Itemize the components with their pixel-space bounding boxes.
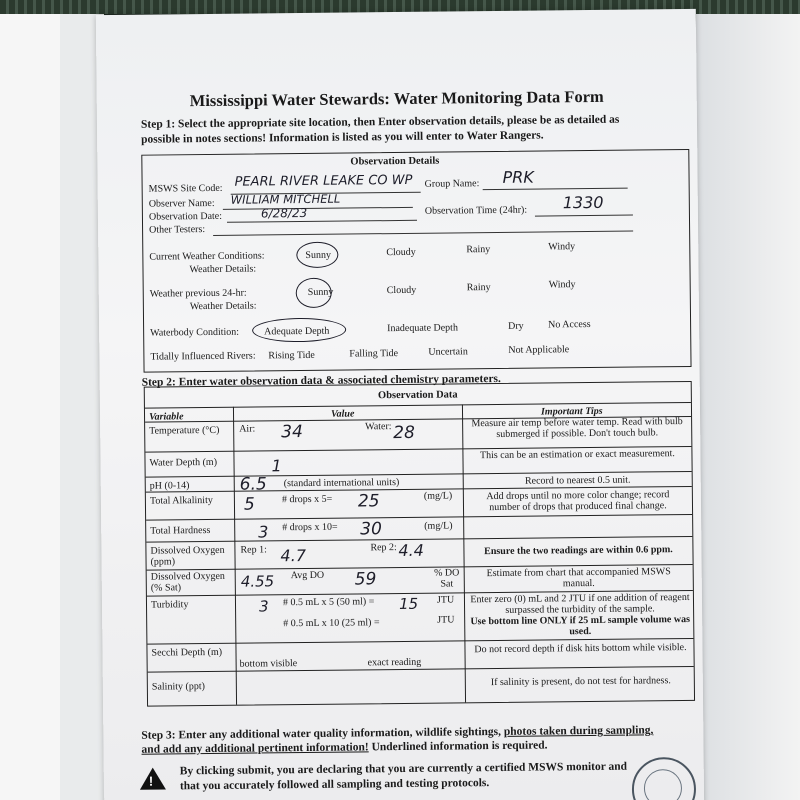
dosat-label: Dissolved Oxygen (% Sat)	[150, 570, 225, 594]
water-value: 28	[393, 422, 415, 444]
tidal-uncertain[interactable]: Uncertain	[428, 346, 468, 358]
hard-label: Total Hardness	[150, 524, 211, 537]
salinity-tip: If salinity is present, do not test for hardness.	[490, 675, 671, 689]
weather-rainy[interactable]: Rainy	[466, 244, 491, 256]
data-form-paper	[96, 9, 704, 800]
col-tips: Important Tips	[540, 405, 603, 418]
rep2-value: 4.4	[398, 540, 425, 561]
mississippi-water-stewards-seal-icon	[632, 757, 697, 800]
group-name-line	[483, 188, 628, 191]
waterbody-no-access[interactable]: No Access	[548, 318, 591, 331]
temp-label: Temperature (°C)	[149, 424, 220, 437]
turb-unit2: JTU	[437, 614, 455, 626]
turb-tip: Enter zero (0) mL and 2 JTU if one addition of reagent surpassed the turbidity of the sample.	[470, 591, 690, 616]
alk-result: 25	[357, 491, 380, 512]
depth-value: 1	[271, 456, 282, 476]
waterbody-adequate-circle	[252, 318, 346, 343]
alk-drops: 5	[243, 494, 255, 515]
step3-underlined: photos taken during sampling, and add any additional pertinent information!	[141, 724, 654, 756]
waterbody-dry[interactable]: Dry	[508, 320, 524, 332]
time-value: 1330	[562, 192, 604, 213]
alk-mult: # drops x 5=	[281, 493, 333, 506]
testers-label: Other Testers:	[149, 224, 206, 236]
do-label: Dissolved Oxygen (ppm)	[150, 544, 225, 568]
tidal-falling[interactable]: Falling Tide	[349, 348, 399, 360]
prev-weather-sunny[interactable]: Sunny	[307, 286, 334, 298]
salinity-label: Salinity (ppt)	[151, 681, 205, 693]
ph-tip: Record to nearest 0.5 unit.	[524, 474, 631, 487]
prev-weather-cloudy[interactable]: Cloudy	[386, 284, 417, 297]
time-label: Observation Time (24hr):	[424, 204, 528, 217]
col-value: Value	[330, 408, 355, 420]
prev-weather-windy[interactable]: Windy	[548, 279, 576, 291]
secchi-exact-reading: exact reading	[367, 656, 422, 669]
depth-tip: This can be an estimation or exact measurement.	[479, 448, 675, 462]
testers-line	[213, 231, 633, 236]
ph-units: (standard international units)	[283, 477, 400, 490]
step3-text-a: Step 3: Enter any additional water quality information, wildlife sightings,	[141, 725, 504, 742]
time-line	[535, 215, 633, 217]
waterbody-inadequate[interactable]: Inadequate Depth	[387, 322, 458, 335]
group-name-label: Group Name:	[424, 178, 480, 190]
temp-tip: Measure air temp before water temp. Read with bulb submerged if possible. Don't touch bulb.	[471, 416, 683, 440]
dosat-tip: Estimate from chart that accompanied MSWS manual.	[486, 566, 671, 590]
weather-sunny[interactable]: Sunny	[305, 249, 331, 261]
dosat-unit: % DO Sat	[433, 567, 460, 590]
secchi-label: Secchi Depth (m)	[151, 646, 223, 659]
tidal-label: Tidally Influenced Rivers:	[150, 350, 256, 363]
air-value: 34	[281, 422, 303, 443]
observer-value: WILLIAM MITCHELL	[230, 191, 341, 207]
site-code-label: MSWS Site Code:	[148, 182, 223, 195]
do-tip: Ensure the two readings are within 0.6 ppm.	[484, 544, 673, 558]
dosat-avg-value: 4.55	[240, 572, 275, 591]
alk-unit: (mg/L)	[423, 490, 453, 502]
col-variable: Variable	[148, 411, 184, 423]
declaration-text: By clicking submit, you are declaring that you are currently a certified MSWS monitor and that you accurately followed all sampling and testing protocols.	[179, 760, 628, 793]
step3-text-b: Underlined information is required.	[368, 739, 548, 754]
weather-label: Current Weather Conditions:	[149, 250, 265, 263]
turb-unit1: JTU	[436, 594, 455, 606]
rep1-value: 4.7	[280, 545, 307, 566]
turb-line2: # 0.5 mL x 10 (25 ml) =	[283, 617, 380, 630]
date-line	[227, 220, 417, 223]
waterbody-label: Waterbody Condition:	[150, 326, 240, 339]
ph-label: pH (0-14)	[149, 480, 190, 492]
step3-instructions	[141, 723, 666, 756]
observer-line	[223, 207, 413, 210]
prev-weather-details-label: Weather Details:	[189, 300, 257, 313]
turb-value1: 15	[398, 594, 419, 614]
observation-details-heading: Observation Details	[350, 155, 440, 168]
weather-cloudy[interactable]: Cloudy	[386, 246, 416, 259]
observation-data-table	[144, 381, 695, 707]
date-label: Observation Date:	[148, 210, 223, 223]
ph-value: 6.5	[239, 474, 267, 495]
observation-details-box	[141, 149, 691, 373]
prev-weather-label: Weather previous 24-hr:	[149, 287, 247, 300]
warning-exclamation-icon: !	[148, 773, 154, 789]
group-name-value: PRK	[502, 167, 534, 187]
hard-drops: 3	[258, 522, 269, 542]
air-label: Air:	[239, 423, 256, 435]
background-left	[0, 0, 104, 800]
hard-unit: (mg/L)	[424, 520, 453, 532]
turb-count: 3	[258, 597, 269, 616]
turb-tip-bold: Use bottom line ONLY if 25 mL sample volume was used.	[470, 613, 691, 638]
secchi-tip: Do not record depth if disk hits bottom while visible.	[474, 642, 687, 656]
date-value: 6/28/23	[260, 205, 308, 221]
water-label: Water:	[365, 421, 392, 433]
weather-sunny-circle	[296, 242, 338, 268]
form-title: Mississippi Water Stewards: Water Monitoring Data Form	[189, 86, 604, 111]
hard-mult: # drops x 10=	[282, 521, 338, 534]
background-right	[696, 0, 800, 800]
site-code-value: PEARL RIVER LEAKE CO WP	[234, 172, 413, 190]
turb-line1: # 0.5 mL x 5 (50 ml) =	[282, 596, 375, 609]
turb-label: Turbidity	[150, 599, 189, 611]
tidal-rising[interactable]: Rising Tide	[268, 349, 315, 362]
dosat-value: 59	[354, 569, 377, 590]
rep1-label: Rep 1:	[240, 544, 267, 556]
waterbody-adequate[interactable]: Adequate Depth	[264, 325, 330, 338]
alk-tip: Add drops until no more color change; record number of drops that produced final change.	[486, 489, 670, 514]
rep2-label: Rep 2:	[370, 542, 397, 554]
weather-details-label: Weather Details:	[189, 263, 257, 276]
weather-windy[interactable]: Windy	[548, 241, 576, 253]
hard-result: 30	[360, 519, 382, 540]
observation-data-heading: Observation Data	[377, 389, 458, 402]
prev-weather-sunny-circle	[296, 278, 332, 308]
observer-label: Observer Name:	[148, 197, 215, 210]
alk-label: Total Alkalinity	[149, 494, 213, 507]
step2-instructions: Step 2: Enter water observation data & associated chemistry parameters.	[141, 372, 501, 389]
step1-instructions: Step 1: Select the appropriate site location, then Enter observation details, please be as detailed as possible in notes sections! Information is listed as you will enter to Water Rangers.	[140, 113, 620, 146]
depth-label: Water Depth (m)	[149, 456, 218, 469]
prev-weather-rainy[interactable]: Rainy	[466, 282, 491, 294]
tidal-not-applicable[interactable]: Not Applicable	[508, 344, 570, 356]
secchi-bottom-visible: bottom visible	[239, 658, 298, 670]
avg-do-label: Avg DO	[290, 569, 325, 582]
